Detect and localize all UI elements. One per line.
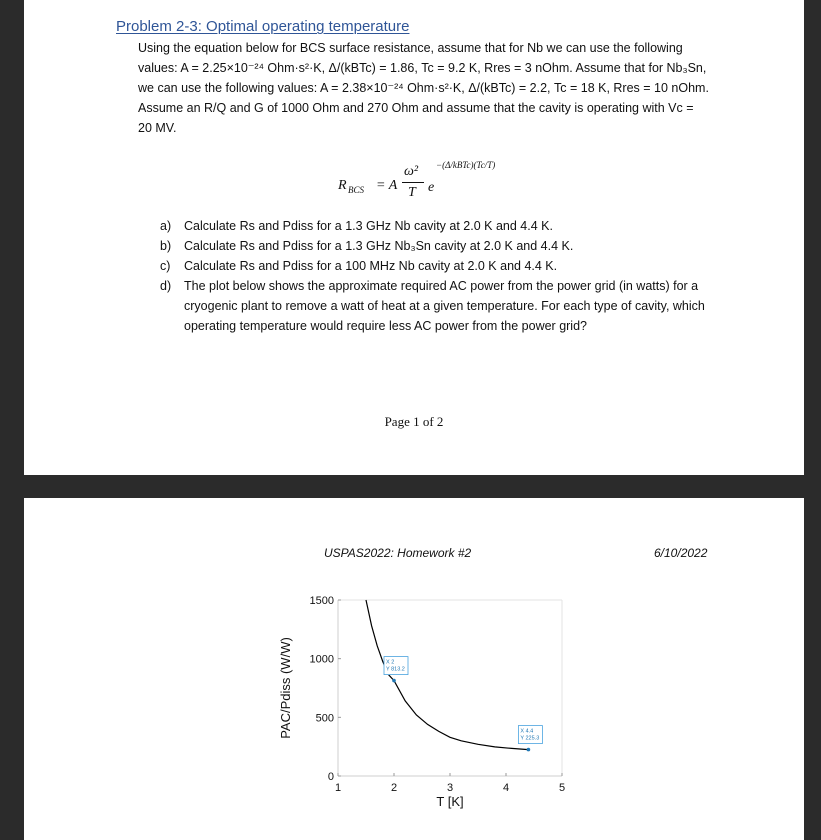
formula-denominator: T [408,185,416,200]
y-tick-label: 0 [327,771,334,783]
datatip-y-label: Y 813.2 [386,666,405,673]
formula-fraction-bar [402,182,424,183]
page-footer: Page 1 of 2 [384,414,444,429]
document-page-1 [24,0,804,475]
formula-lhs-sub: BCS [348,185,365,195]
y-ticks [310,595,341,783]
datatip-marker [392,679,396,683]
x-tick-label: 2 [390,782,398,794]
cryo-power-chart [24,498,804,840]
problem-title: Problem 2-3: Optimal operating temperature [116,18,410,35]
x-tick-label: 3 [446,782,454,794]
intro-line-1: Using the equation below for BCS surface resistance, assume that for Nb we can use the following [138,41,683,55]
document-page-2 [24,498,804,840]
question-d: d) The plot below shows the approximate required AC power from the power grid (in watts) for a cryogenic plant to remove a watt of heat at a given temperature. For each type of cavity, which operating temperature would require less AC power from the power grid? [160,279,705,333]
formula-eq: = A [376,178,398,193]
page-header-date: 6/10/2022 [654,546,708,560]
intro-line-4: Assume an R/Q and G of 1000 Ohm and 270 Ohm and assume that the cavity is operating with Vc = [138,101,694,115]
problem-intro [138,38,718,138]
x-tick-label: 1 [334,782,342,794]
datatip-marker [527,748,531,752]
bcs-formula [338,148,528,208]
x-tick-label: 4 [502,782,510,794]
formula-exponent: −(Δ/kBTc)(Tc/T) [436,160,496,170]
y-axis-label: PAC/Pdiss (W/W) [278,637,293,739]
y-tick-label: 1500 [309,595,334,607]
y-tick-label: 500 [315,712,334,725]
question-b: b) Calculate Rs and Pdiss for a 1.3 GHz Nb₃Sn cavity at 2.0 K and 4.4 K. [160,239,574,253]
question-a: a) Calculate Rs and Pdiss for a 1.3 GHz Nb cavity at 2.0 K and 4.4 K. [160,219,553,233]
question-list [160,216,720,336]
intro-line-2: values: A = 2.25×10⁻²⁴ Ohm·s²·K, Δ/(kBTc) = 1.86, Tc = 9.2 K, Rres = 3 nOhm. Assume that for Nb₃Sn, [138,61,707,75]
page-header-course: USPAS2022: Homework #2 [324,546,472,560]
datatip-y-label: Y 225.3 [520,735,540,742]
intro-line-3: we can use the following values: A = 2.38×10⁻²⁴ Ohm·s²·K, Δ/(kBTc) = 2.2, Tc = 18 K, Rres = 10 nOhm. [138,81,709,95]
question-c: c) Calculate Rs and Pdiss for a 100 MHz Nb cavity at 2.0 K and 4.4 K. [160,259,558,273]
datatip-x-label: X 2 [386,659,395,666]
formula-lhs: R [338,178,347,193]
datatip-x-label: X 4.4 [520,728,534,735]
x-axis-label: T [K] [436,794,464,809]
y-tick-label: 1000 [309,653,334,666]
formula-e: e [428,180,435,195]
formula-numerator: ω² [404,164,419,179]
intro-line-5: 20 MV. [138,121,177,135]
x-tick-label: 5 [558,782,566,794]
